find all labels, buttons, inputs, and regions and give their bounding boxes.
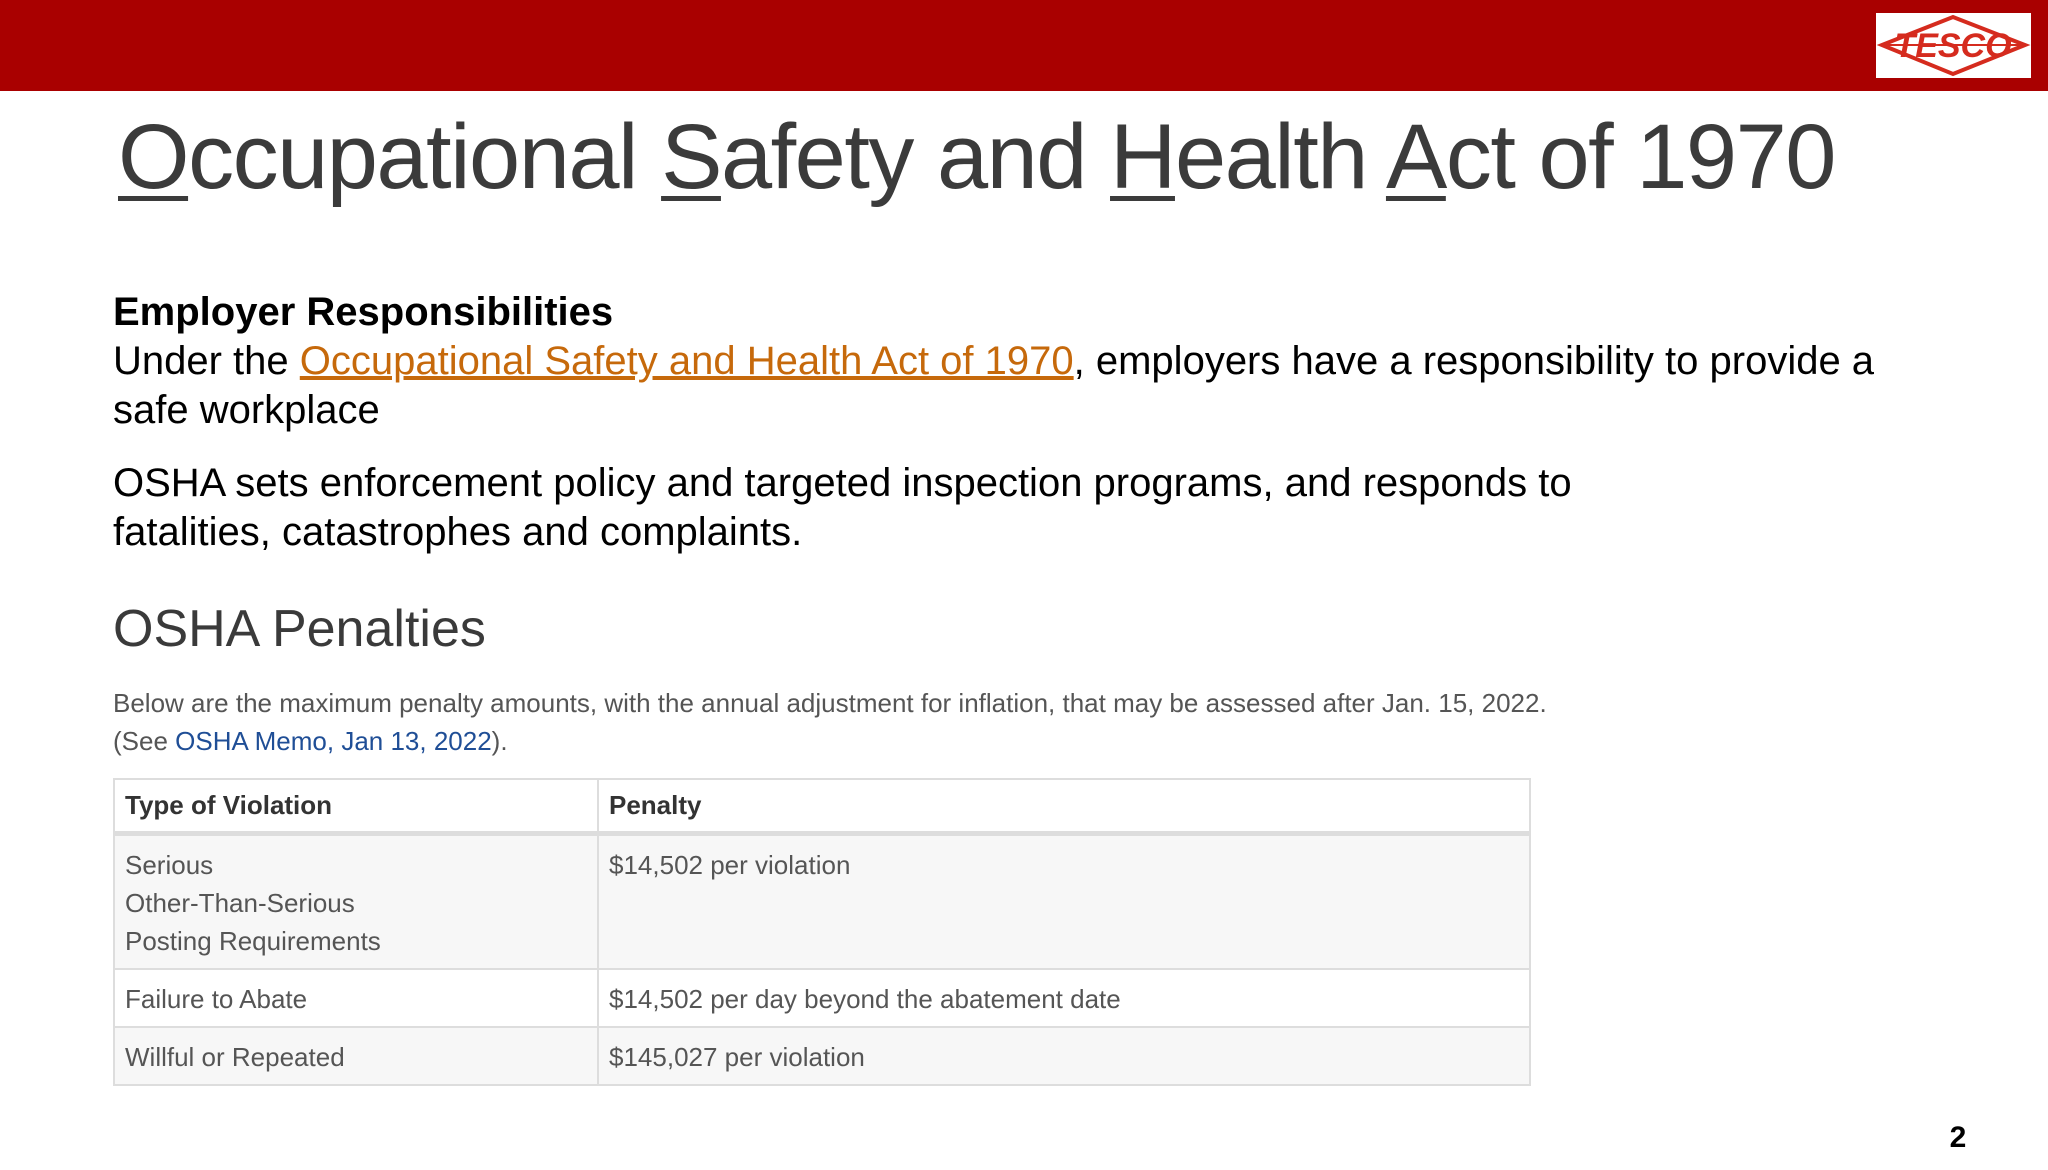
responsibilities-heading: Employer Responsibilities <box>113 290 614 334</box>
table-row <box>114 834 1530 970</box>
violation-type: Serious <box>125 850 214 880</box>
violation-type: Willful or Repeated <box>125 1042 345 1072</box>
table-row <box>114 969 1530 1027</box>
penalty-cell: $14,502 per day beyond the abatement date <box>598 969 1530 1027</box>
employer-responsibilities-section <box>113 288 1933 557</box>
penalty-cell: $145,027 per violation <box>598 1027 1530 1085</box>
table-header-type: Type of Violation <box>114 779 598 834</box>
header-bar <box>0 0 2048 91</box>
penalty-cell: $14,502 per violation <box>598 834 1530 970</box>
title-initial-s: S <box>661 106 721 208</box>
table-header-row <box>114 779 1530 834</box>
osha-memo-link[interactable]: OSHA Memo, Jan 13, 2022 <box>175 726 492 756</box>
responsibilities-paragraph-2: OSHA sets enforcement policy and targeted inspection programs, and responds to fatalities, catastrophes and complaints. <box>113 461 1572 554</box>
page-title <box>118 102 1835 212</box>
penalty-table <box>113 778 1531 1086</box>
violation-type: Other-Than-Serious <box>125 888 355 918</box>
penalties-desc-before: Below are the maximum penalty amounts, with the annual adjustment for inflation, that may be assessed after Jan. 15, 2022. (See <box>113 688 1547 756</box>
osh-act-link[interactable]: Occupational Safety and Health Act of 1970 <box>299 339 1074 383</box>
violation-type: Failure to Abate <box>125 984 308 1014</box>
title-initial-o: O <box>118 106 189 208</box>
violation-type-cell <box>114 1027 598 1085</box>
table-header-penalty: Penalty <box>598 779 1530 834</box>
title-word-occupational: ccupational <box>188 106 662 208</box>
title-word-health: ealth <box>1174 106 1386 208</box>
para1-text-after: , employers have a responsibility to provide a safe workplace <box>113 339 1875 432</box>
title-word-act: ct of 1970 <box>1445 106 1835 208</box>
penalties-heading: OSHA Penalties <box>113 600 486 658</box>
penalties-desc-after: ). <box>491 726 508 756</box>
penalties-description <box>113 684 1553 760</box>
responsibilities-paragraph-1 <box>113 337 1933 435</box>
para1-text-before: Under the <box>113 339 300 383</box>
title-initial-h: H <box>1110 106 1175 208</box>
page-number: 2 <box>1949 1121 1967 1154</box>
violation-type-cell <box>114 969 598 1027</box>
violation-type-cell <box>114 834 598 970</box>
violation-type: Posting Requirements <box>125 926 381 956</box>
title-word-safety: afety and <box>720 106 1111 208</box>
logo-letters: TESCO <box>1894 27 2012 65</box>
tesco-diamond-logo-icon <box>1876 13 2031 78</box>
title-initial-a: A <box>1385 106 1446 208</box>
tesco-logo <box>1876 13 2031 78</box>
table-row <box>114 1027 1530 1085</box>
